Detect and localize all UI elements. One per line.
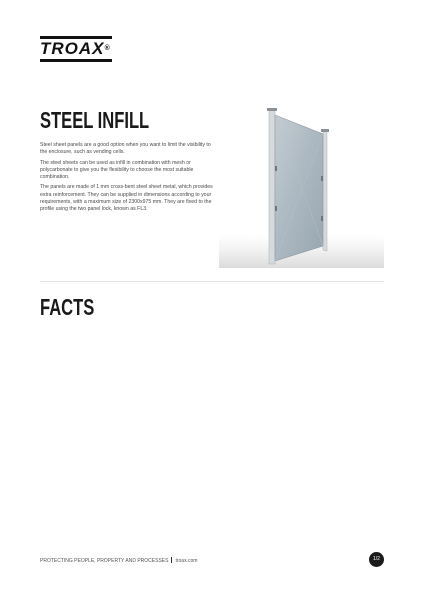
- footer-slogan: PROTECTING PEOPLE, PROPERTY AND PROCESSES: [40, 558, 169, 564]
- footer-separator: [171, 557, 172, 563]
- logo-bar-bottom: [40, 59, 112, 62]
- section-body: [40, 142, 218, 217]
- section-divider: [40, 281, 384, 282]
- footer: [40, 557, 197, 565]
- product-image: [219, 106, 384, 268]
- facts-heading: FACTS: [40, 294, 95, 320]
- logo-registered-mark: ®: [104, 45, 111, 52]
- panel-post-right: [323, 131, 327, 251]
- steel-panel-illustration: [219, 106, 384, 268]
- steel-sheet-face: [275, 115, 323, 261]
- paragraph-1: Steel sheet panels are a good option when you want to limit the visibility to the enclosure, such as vending cells.: [40, 142, 211, 156]
- paragraph-3: The panels are made of 1 mm cross-bent steel sheet metal, which provides extra reinforcement. They can be supplied in dimensions according to your requirements, with a maximum size of 2300x975 mm. They are fixed to the profile using the two panel lock, known as FL3.: [40, 184, 213, 213]
- post-cap-right: [321, 129, 329, 132]
- panel-lock-3: [321, 176, 323, 181]
- panel-lock-2: [275, 206, 277, 211]
- section-title: STEEL INFILL: [40, 107, 150, 133]
- page-number-badge: 1/2: [369, 552, 384, 567]
- panel-lock-1: [275, 166, 277, 171]
- panel-lock-4: [321, 216, 323, 221]
- panel-post-left: [269, 110, 275, 264]
- post-cap-top: [267, 108, 277, 111]
- paragraph-2: The steel sheets can be used as infill in combination with mesh or polycarbonate to give you the flexibility to choose the most suitable combination.: [40, 159, 194, 181]
- footer-website[interactable]: troax.com: [175, 558, 198, 564]
- logo-wordmark: [40, 40, 112, 58]
- troax-logo: [40, 36, 112, 62]
- logo-text: TROAX: [40, 39, 105, 58]
